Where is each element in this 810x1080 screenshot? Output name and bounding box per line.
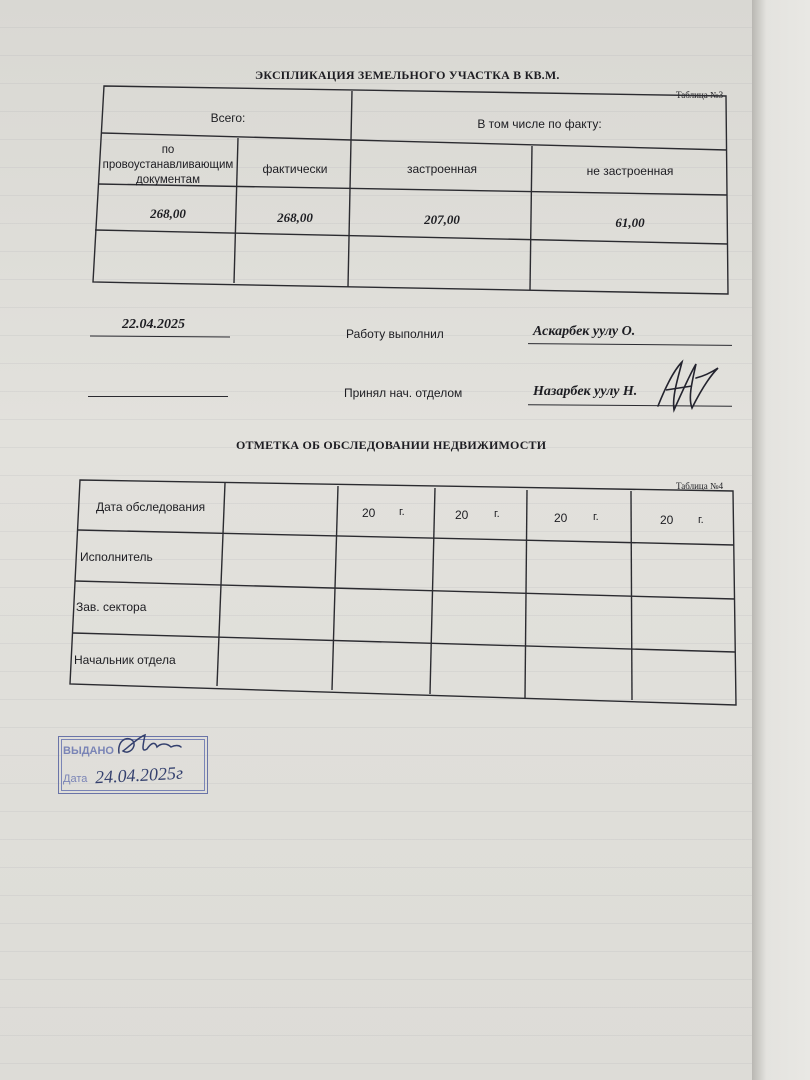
fact-header: В том числе по факту: [477,116,602,131]
value-actual: 268,00 [277,209,313,225]
table4-number: Таблица №4 [676,481,724,491]
col-unbuilt-header: не застроенная [586,163,674,178]
issued-stamp [58,736,208,794]
year-3-prefix: 20 [554,511,568,525]
year-4-prefix: 20 [660,513,674,527]
performed-label: Работу выполнил [346,327,444,341]
year-2-suffix: г. [494,508,500,520]
year-4-suffix: г. [698,514,704,526]
table3-number: Таблица №3 [676,90,724,100]
value-unbuilt: 61,00 [615,214,645,230]
col-actual-header: фактически [262,161,328,176]
total-header: Всего: [210,110,246,125]
col-built-header: застроенная [406,161,478,176]
inspection-title: ОТМЕТКА ОБ ОБСЛЕДОВАНИИ НЕДВИЖИМОСТИ [236,438,547,452]
year-1-suffix: г. [399,506,405,518]
stamp-issued-label: ВЫДАНО [63,745,114,757]
work-date: 22.04.2025 [122,317,185,332]
stamp-date-value: 24.04.2025г [94,762,184,788]
inspection-date-label: Дата обследования [96,500,206,514]
col-documents-header: по провоустанавливающим документам [102,143,234,186]
performed-name: Аскарбек уулу О. [533,324,636,339]
value-documents: 268,00 [150,205,186,221]
explication-title: ЭКСПЛИКАЦИЯ ЗЕМЕЛЬНОГО УЧАСТКА В КВ.М. [255,68,560,82]
row-sector-head-label: Зав. сектора [76,600,147,614]
stamp-date-label: Дата [63,773,88,785]
year-1-prefix: 20 [362,506,376,520]
next-page-edge [752,0,810,1080]
value-built: 207,00 [424,211,460,227]
year-2-prefix: 20 [455,508,469,522]
accepted-label: Принял нач. отделом [344,386,463,400]
row-department-head-label: Начальник отдела [74,653,176,667]
row-executor-label: Исполнитель [80,550,153,564]
year-3-suffix: г. [593,511,599,523]
accepted-name: Назарбек уулу Н. [533,384,638,399]
stamp-signature [113,731,183,761]
